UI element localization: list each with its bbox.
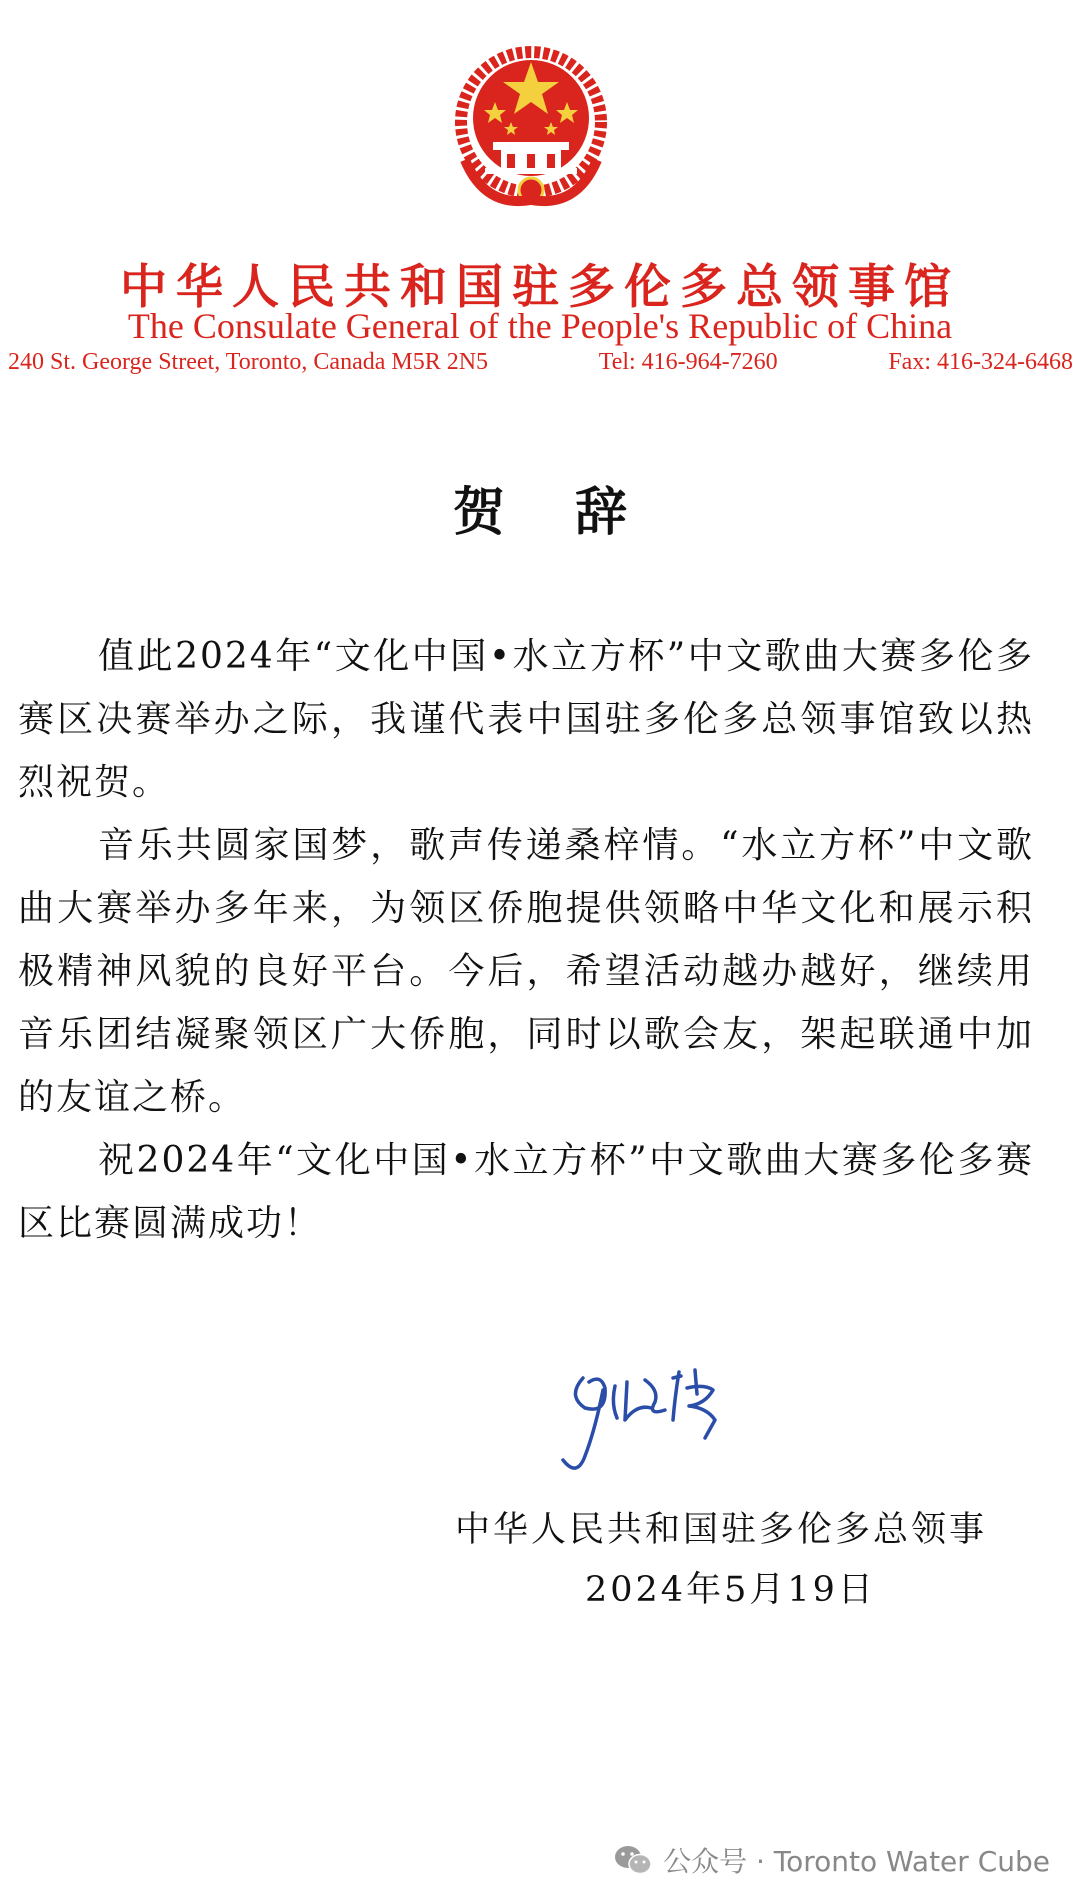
footer-account-label: 公众号 · Toronto Water Cube [663,1845,1050,1878]
letterhead-tel: Tel: 416-964-7260 [598,349,778,375]
handwritten-signature [555,1360,755,1490]
letterhead-name-en: The Consulate General of the People's Republic of China [127,306,953,346]
letterhead-name-cn: 中华人民共和国驻多伦多总领事馆 [120,260,960,315]
wechat-account-watermark [613,1840,1050,1880]
wechat-icon [613,1843,653,1877]
letterhead-address: 240 St. George Street, Toronto, Canada M5R 2N5 [8,349,489,375]
letter-body [18,625,1034,1255]
letter-paragraph: 祝2024年“文化中国•水立方杯”中文歌曲大赛多伦多赛区比赛圆满成功！ [18,1140,1034,1244]
letter-paragraph: 音乐共圆家国梦，歌声传递桑梓情。“水立方杯”中文歌曲大赛举办多年来，为领区侨胞提供领略中华文化和展示积极精神风貌的良好平台。今后，希望活动越办越好，继续用音乐团结凝聚领区广大侨胞，同时以歌会友，架起联通中加的友谊之桥。 [18,825,1034,1118]
signatory-title: 中华人民共和国驻多伦多总领事 [455,1510,988,1550]
letter-title: 贺辞 [452,482,697,543]
letterhead-contact-line [8,349,1073,376]
letterhead-fax: Fax: 416-324-6468 [888,349,1073,375]
letter-paragraph: 值此2024年“文化中国•水立方杯”中文歌曲大赛多伦多赛区决赛举办之际，我谨代表中国驻多伦多总领事馆致以热烈祝贺。 [18,636,1034,803]
letter-date: 2024年5月19日 [585,1570,876,1610]
national-emblem-icon [445,40,617,215]
